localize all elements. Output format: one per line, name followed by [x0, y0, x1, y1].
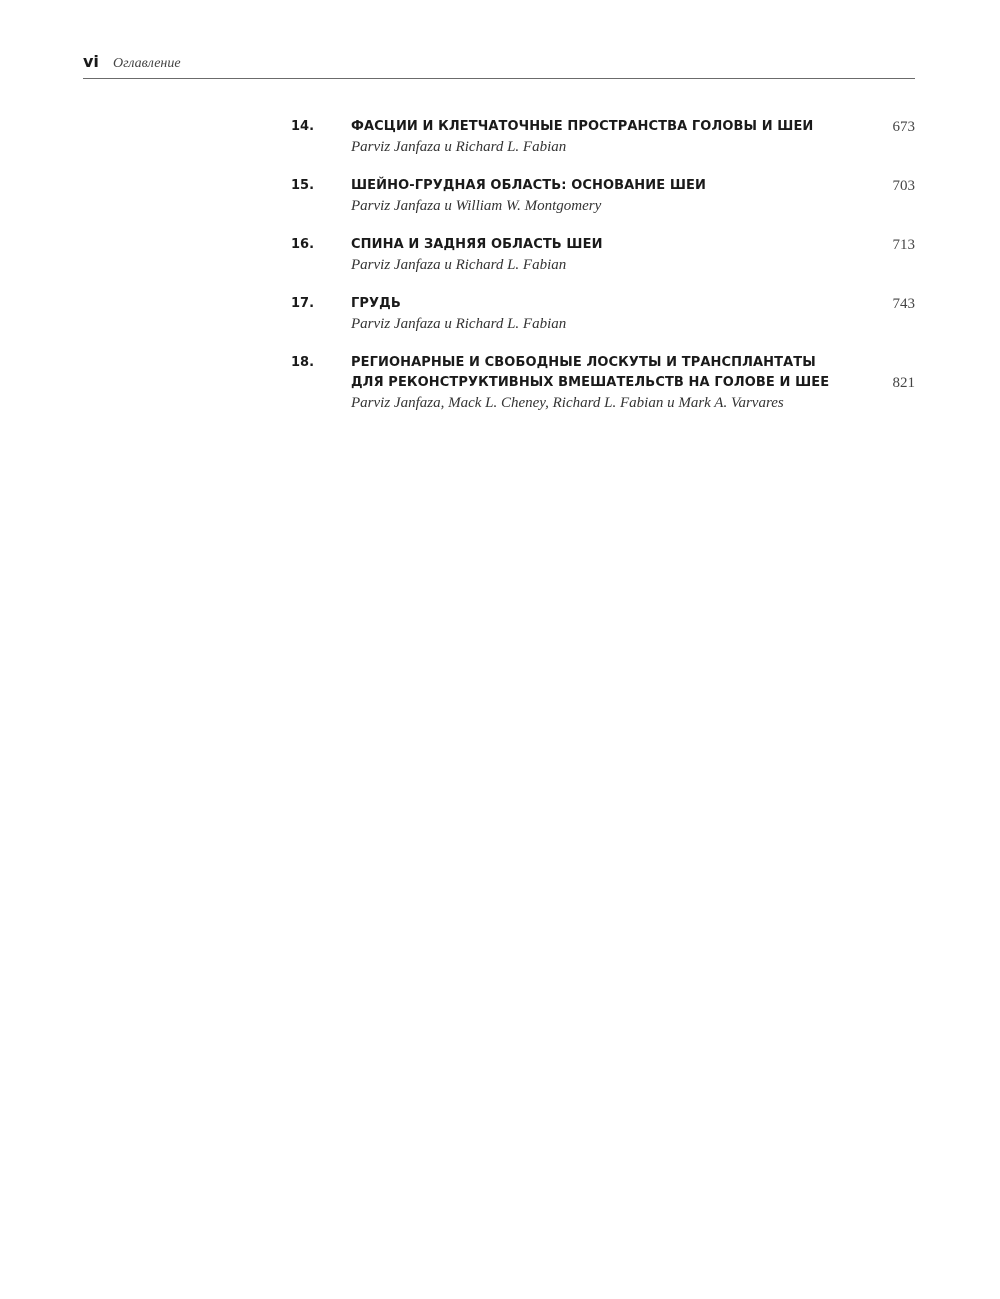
- chapter-authors: Parviz Janfaza, Mack L. Cheney, Richard L. Fabian и Mark A. Varvares: [351, 395, 784, 411]
- chapter-number: 14.: [291, 119, 315, 134]
- chapter-title: ГРУДЬ: [351, 296, 401, 311]
- chapter-number: 18.: [291, 355, 315, 370]
- table-of-contents: [291, 117, 915, 432]
- toc-entry: [291, 235, 915, 275]
- chapter-page: 703: [892, 178, 915, 194]
- chapter-page: 673: [892, 119, 915, 135]
- chapter-number: 15.: [291, 178, 315, 193]
- chapter-title: ФАСЦИИ И КЛЕТЧАТОЧНЫЕ ПРОСТРАНСТВА ГОЛОВЫ И ШЕИ: [351, 119, 814, 134]
- chapter-page: 713: [892, 237, 915, 253]
- chapter-authors: Parviz Janfaza и Richard L. Fabian: [351, 257, 567, 273]
- chapter-title: ШЕЙНО-ГРУДНАЯ ОБЛАСТЬ: ОСНОВАНИЕ ШЕИ: [351, 178, 706, 193]
- page-header: [83, 52, 915, 79]
- chapter-number: 17.: [291, 296, 315, 311]
- chapter-authors: Parviz Janfaza и William W. Montgomery: [351, 198, 602, 214]
- toc-entry: [291, 176, 915, 216]
- chapter-page: 821: [892, 375, 915, 391]
- toc-entry: [291, 117, 915, 157]
- chapter-authors: Parviz Janfaza и Richard L. Fabian: [351, 139, 567, 155]
- running-title: Оглавление: [113, 56, 181, 71]
- chapter-title: СПИНА И ЗАДНЯЯ ОБЛАСТЬ ШЕИ: [351, 237, 603, 252]
- chapter-authors: Parviz Janfaza и Richard L. Fabian: [351, 316, 567, 332]
- chapter-number: 16.: [291, 237, 315, 252]
- chapter-title: РЕГИОНАРНЫЕ И СВОБОДНЫЕ ЛОСКУТЫ И ТРАНСПЛАНТАТЫ ДЛЯ РЕКОНСТРУКТИВНЫХ ВМЕШАТЕЛЬСТВ НА ГОЛОВЕ И ШЕЕ: [351, 355, 830, 390]
- page-number: vi: [83, 52, 99, 71]
- toc-entry: [291, 353, 915, 413]
- toc-entry: [291, 294, 915, 334]
- chapter-page: 743: [892, 296, 915, 312]
